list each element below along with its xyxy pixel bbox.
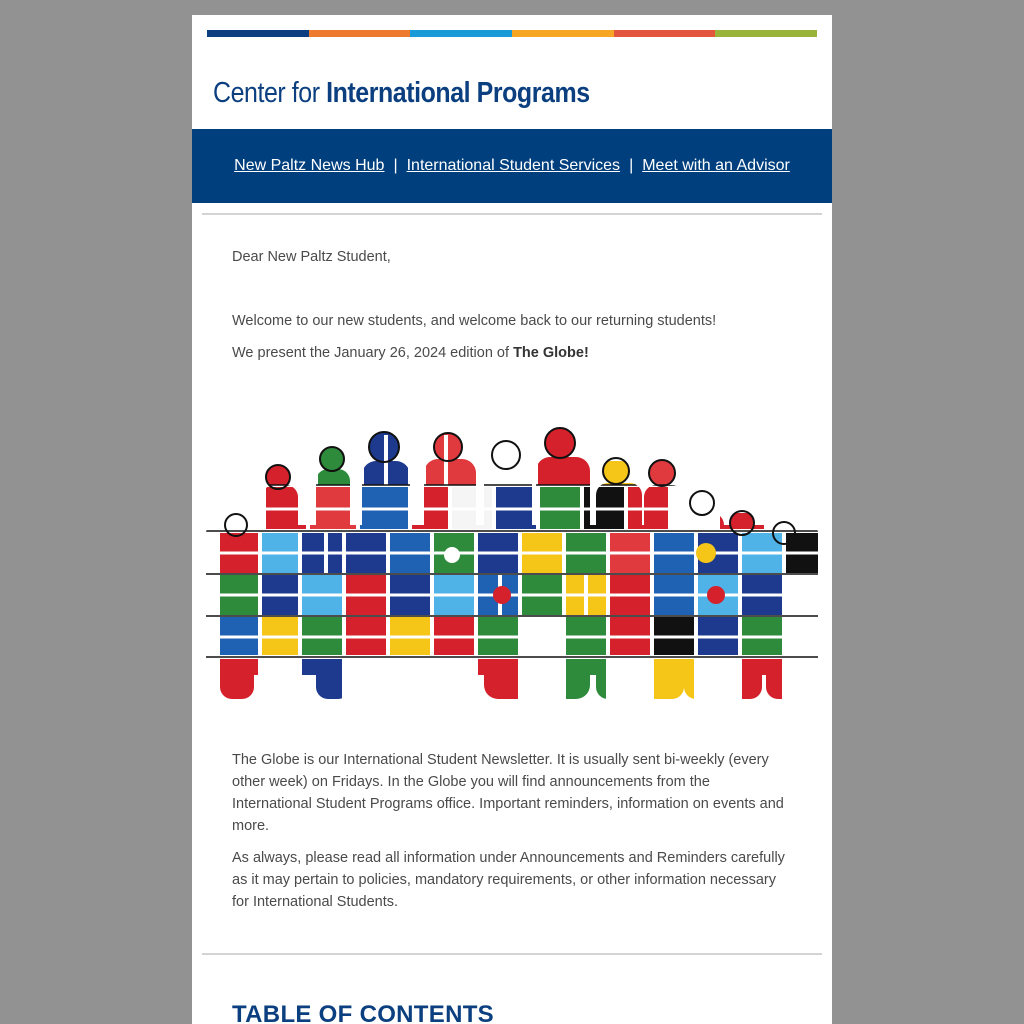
intro-paragraph: The Globe is our International Student Newsletter. It is usually sent bi-weekly (every other week) on Fridays. In the Globe you will find announcements from the International Student Programs office. Important reminders, information on events and more.: [232, 752, 784, 834]
nav-link-meet-advisor[interactable]: Meet with an Advisor: [642, 157, 790, 174]
reminder-paragraph: As always, please read all information under Announcements and Reminders carefully as it may pertain to policies, mandatory requirements, or other information necessary for International Students.: [232, 850, 785, 910]
divider: [202, 953, 822, 955]
color-bar-segment: [715, 30, 817, 37]
divider: [202, 213, 822, 215]
nav-link-news-hub[interactable]: New Paltz News Hub: [234, 157, 385, 174]
logo-light-text: Center for: [213, 77, 327, 109]
color-bar-segment: [207, 30, 309, 37]
color-bar-segment: [614, 30, 716, 37]
edition-title: The Globe!: [513, 345, 589, 361]
cip-logo: [213, 77, 590, 110]
edition-prefix: We present the January 26, 2024 edition of: [232, 345, 514, 361]
logo-bold-text: International Programs: [326, 77, 590, 109]
color-bar-segment: [309, 30, 411, 37]
edition-text: [232, 342, 787, 364]
nav-separator: |: [393, 157, 398, 174]
toc-heading: TABLE OF CONTENTS: [232, 1001, 494, 1024]
welcome-text: Welcome to our new students, and welcome back to our returning students!: [232, 313, 717, 329]
email-container: [192, 15, 832, 1024]
greeting: Dear New Paltz Student,: [232, 249, 391, 265]
nav-bar: [192, 129, 832, 203]
nav-link-student-services[interactable]: International Student Services: [406, 157, 621, 174]
header-color-bar: [207, 30, 817, 37]
flag-people-banner-icon: [206, 425, 818, 699]
color-bar-segment: [410, 30, 512, 37]
nav-separator: |: [629, 157, 634, 174]
color-bar-segment: [512, 30, 614, 37]
